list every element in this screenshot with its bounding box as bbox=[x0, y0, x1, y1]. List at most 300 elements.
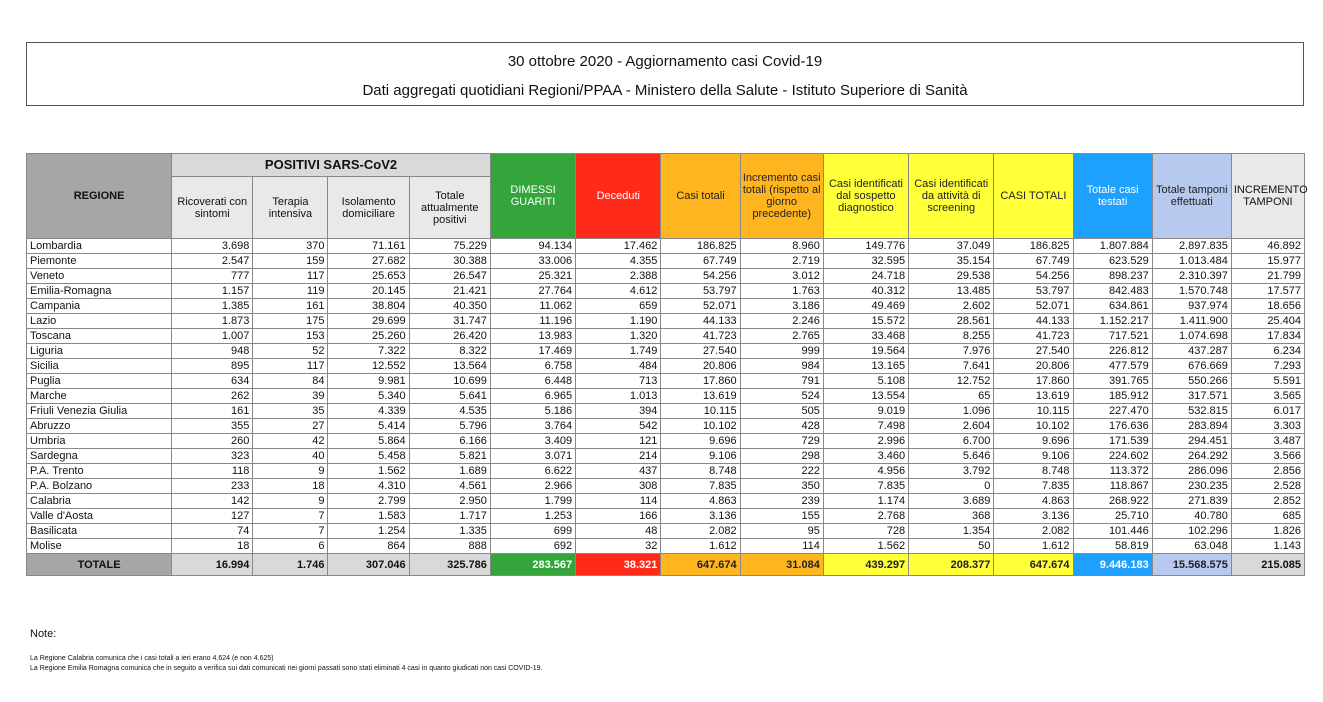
value-cell: 40 bbox=[253, 449, 328, 464]
value-cell: 53.797 bbox=[661, 284, 740, 299]
value-cell: 298 bbox=[740, 449, 823, 464]
value-cell: 7.835 bbox=[994, 479, 1073, 494]
col-header-incremento-casi: Incremento casi totali (rispetto al giorno precedente) bbox=[740, 154, 823, 239]
value-cell: 17.462 bbox=[576, 239, 661, 254]
value-cell: 10.699 bbox=[409, 374, 490, 389]
value-cell: 58.819 bbox=[1073, 539, 1152, 554]
value-cell: 5.646 bbox=[909, 449, 994, 464]
value-cell: 323 bbox=[172, 449, 253, 464]
value-cell: 394 bbox=[576, 404, 661, 419]
value-cell: 17.577 bbox=[1231, 284, 1304, 299]
table-row bbox=[27, 494, 1305, 509]
value-cell: 17.860 bbox=[994, 374, 1073, 389]
value-cell: 6.622 bbox=[490, 464, 575, 479]
region-cell: Calabria bbox=[27, 494, 172, 509]
value-cell: 39 bbox=[253, 389, 328, 404]
value-cell: 25.321 bbox=[490, 269, 575, 284]
value-cell: 391.765 bbox=[1073, 374, 1152, 389]
value-cell: 153 bbox=[253, 329, 328, 344]
value-cell: 2.897.835 bbox=[1152, 239, 1231, 254]
value-cell: 52.071 bbox=[661, 299, 740, 314]
value-cell: 35 bbox=[253, 404, 328, 419]
value-cell: 27.540 bbox=[994, 344, 1073, 359]
total-value-cell: 9.446.183 bbox=[1073, 554, 1152, 576]
value-cell: 161 bbox=[253, 299, 328, 314]
value-cell: 895 bbox=[172, 359, 253, 374]
value-cell: 40.780 bbox=[1152, 509, 1231, 524]
value-cell: 9.981 bbox=[328, 374, 409, 389]
value-cell: 1.174 bbox=[823, 494, 908, 509]
value-cell: 3.565 bbox=[1231, 389, 1304, 404]
value-cell: 5.864 bbox=[328, 434, 409, 449]
value-cell: 3.136 bbox=[994, 509, 1073, 524]
value-cell: 53.797 bbox=[994, 284, 1073, 299]
region-cell: Friuli Venezia Giulia bbox=[27, 404, 172, 419]
value-cell: 20.806 bbox=[994, 359, 1073, 374]
value-cell: 9.106 bbox=[661, 449, 740, 464]
value-cell: 659 bbox=[576, 299, 661, 314]
value-cell: 1.143 bbox=[1231, 539, 1304, 554]
value-cell: 6 bbox=[253, 539, 328, 554]
totals-label: TOTALE bbox=[27, 554, 172, 576]
total-value-cell: 325.786 bbox=[409, 554, 490, 576]
value-cell: 4.863 bbox=[661, 494, 740, 509]
value-cell: 2.388 bbox=[576, 269, 661, 284]
value-cell: 29.699 bbox=[328, 314, 409, 329]
col-header-dimessi-guariti: DIMESSI GUARITI bbox=[490, 154, 575, 239]
value-cell: 214 bbox=[576, 449, 661, 464]
value-cell: 2.528 bbox=[1231, 479, 1304, 494]
value-cell: 11.062 bbox=[490, 299, 575, 314]
value-cell: 5.458 bbox=[328, 449, 409, 464]
value-cell: 114 bbox=[576, 494, 661, 509]
value-cell: 15.572 bbox=[823, 314, 908, 329]
value-cell: 6.448 bbox=[490, 374, 575, 389]
value-cell: 10.115 bbox=[661, 404, 740, 419]
value-cell: 17.834 bbox=[1231, 329, 1304, 344]
value-cell: 117 bbox=[253, 359, 328, 374]
total-value-cell: 283.567 bbox=[490, 554, 575, 576]
region-cell: Abruzzo bbox=[27, 419, 172, 434]
value-cell: 94.134 bbox=[490, 239, 575, 254]
value-cell: 113.372 bbox=[1073, 464, 1152, 479]
value-cell: 3.698 bbox=[172, 239, 253, 254]
value-cell: 233 bbox=[172, 479, 253, 494]
value-cell: 1.717 bbox=[409, 509, 490, 524]
table-row bbox=[27, 419, 1305, 434]
value-cell: 2.856 bbox=[1231, 464, 1304, 479]
value-cell: 370 bbox=[253, 239, 328, 254]
value-cell: 6.758 bbox=[490, 359, 575, 374]
value-cell: 5.340 bbox=[328, 389, 409, 404]
value-cell: 728 bbox=[823, 524, 908, 539]
value-cell: 6.166 bbox=[409, 434, 490, 449]
value-cell: 31.747 bbox=[409, 314, 490, 329]
value-cell: 2.719 bbox=[740, 254, 823, 269]
value-cell: 1.253 bbox=[490, 509, 575, 524]
total-value-cell: 439.297 bbox=[823, 554, 908, 576]
col-header-screening: Casi identificati da attività di screening bbox=[909, 154, 994, 239]
value-cell: 5.108 bbox=[823, 374, 908, 389]
value-cell: 7.641 bbox=[909, 359, 994, 374]
value-cell: 484 bbox=[576, 359, 661, 374]
value-cell: 21.799 bbox=[1231, 269, 1304, 284]
value-cell: 3.186 bbox=[740, 299, 823, 314]
value-cell: 3.460 bbox=[823, 449, 908, 464]
value-cell: 54.256 bbox=[994, 269, 1073, 284]
value-cell: 71.161 bbox=[328, 239, 409, 254]
value-cell: 119 bbox=[253, 284, 328, 299]
value-cell: 1.254 bbox=[328, 524, 409, 539]
value-cell: 937.974 bbox=[1152, 299, 1231, 314]
value-cell: 2.602 bbox=[909, 299, 994, 314]
col-header-sospetto-diagnostico: Casi identificati dal sospetto diagnostico bbox=[823, 154, 908, 239]
value-cell: 1.354 bbox=[909, 524, 994, 539]
col-header-terapia-intensiva: Terapia intensiva bbox=[253, 177, 328, 239]
value-cell: 5.641 bbox=[409, 389, 490, 404]
value-cell: 1.749 bbox=[576, 344, 661, 359]
value-cell: 4.310 bbox=[328, 479, 409, 494]
value-cell: 44.133 bbox=[994, 314, 1073, 329]
value-cell: 37.049 bbox=[909, 239, 994, 254]
total-value-cell: 208.377 bbox=[909, 554, 994, 576]
table-row bbox=[27, 344, 1305, 359]
value-cell: 49.469 bbox=[823, 299, 908, 314]
col-header-ricoverati: Ricoverati con sintomi bbox=[172, 177, 253, 239]
value-cell: 176.636 bbox=[1073, 419, 1152, 434]
value-cell: 999 bbox=[740, 344, 823, 359]
value-cell: 84 bbox=[253, 374, 328, 389]
table-row bbox=[27, 284, 1305, 299]
total-value-cell: 15.568.575 bbox=[1152, 554, 1231, 576]
value-cell: 2.310.397 bbox=[1152, 269, 1231, 284]
value-cell: 3.792 bbox=[909, 464, 994, 479]
value-cell: 4.612 bbox=[576, 284, 661, 299]
value-cell: 898.237 bbox=[1073, 269, 1152, 284]
value-cell: 2.547 bbox=[172, 254, 253, 269]
total-value-cell: 647.674 bbox=[661, 554, 740, 576]
value-cell: 4.355 bbox=[576, 254, 661, 269]
note-line: La Regione Emilia Romagna comunica che in seguito a verifica sui dati comunicati nei giorni passati sono stati eliminati 4 casi in quanto giudicati non casi COVID-19. bbox=[30, 665, 543, 672]
value-cell: 634.861 bbox=[1073, 299, 1152, 314]
total-value-cell: 38.321 bbox=[576, 554, 661, 576]
value-cell: 264.292 bbox=[1152, 449, 1231, 464]
value-cell: 50 bbox=[909, 539, 994, 554]
total-value-cell: 307.046 bbox=[328, 554, 409, 576]
value-cell: 294.451 bbox=[1152, 434, 1231, 449]
report-title: 30 ottobre 2020 - Aggiornamento casi Covid-19 bbox=[507, 53, 823, 70]
value-cell: 1.335 bbox=[409, 524, 490, 539]
value-cell: 1.096 bbox=[909, 404, 994, 419]
value-cell: 699 bbox=[490, 524, 575, 539]
value-cell: 18 bbox=[253, 479, 328, 494]
value-cell: 46.892 bbox=[1231, 239, 1304, 254]
value-cell: 21.421 bbox=[409, 284, 490, 299]
value-cell: 9.106 bbox=[994, 449, 1073, 464]
value-cell: 4.956 bbox=[823, 464, 908, 479]
value-cell: 28.561 bbox=[909, 314, 994, 329]
value-cell: 185.912 bbox=[1073, 389, 1152, 404]
value-cell: 24.718 bbox=[823, 269, 908, 284]
value-cell: 3.689 bbox=[909, 494, 994, 509]
value-cell: 3.487 bbox=[1231, 434, 1304, 449]
region-cell: P.A. Bolzano bbox=[27, 479, 172, 494]
value-cell: 13.619 bbox=[661, 389, 740, 404]
value-cell: 477.579 bbox=[1073, 359, 1152, 374]
value-cell: 7.498 bbox=[823, 419, 908, 434]
totals-row bbox=[27, 554, 1305, 576]
value-cell: 17.860 bbox=[661, 374, 740, 389]
value-cell: 3.012 bbox=[740, 269, 823, 284]
value-cell: 5.186 bbox=[490, 404, 575, 419]
value-cell: 13.619 bbox=[994, 389, 1073, 404]
value-cell: 6.017 bbox=[1231, 404, 1304, 419]
table-row bbox=[27, 404, 1305, 419]
total-value-cell: 16.994 bbox=[172, 554, 253, 576]
region-cell: P.A. Trento bbox=[27, 464, 172, 479]
value-cell: 317.571 bbox=[1152, 389, 1231, 404]
value-cell: 118 bbox=[172, 464, 253, 479]
value-cell: 5.414 bbox=[328, 419, 409, 434]
value-cell: 12.552 bbox=[328, 359, 409, 374]
value-cell: 3.409 bbox=[490, 434, 575, 449]
value-cell: 161 bbox=[172, 404, 253, 419]
value-cell: 17.469 bbox=[490, 344, 575, 359]
col-header-incremento-tamponi: INCREMENTO TAMPONI bbox=[1231, 154, 1304, 239]
table-row bbox=[27, 269, 1305, 284]
value-cell: 505 bbox=[740, 404, 823, 419]
value-cell: 67.749 bbox=[661, 254, 740, 269]
value-cell: 13.564 bbox=[409, 359, 490, 374]
value-cell: 2.966 bbox=[490, 479, 575, 494]
col-header-casi-testati: Totale casi testati bbox=[1073, 154, 1152, 239]
value-cell: 6.234 bbox=[1231, 344, 1304, 359]
value-cell: 149.776 bbox=[823, 239, 908, 254]
region-cell: Umbria bbox=[27, 434, 172, 449]
table-row bbox=[27, 299, 1305, 314]
value-cell: 437.287 bbox=[1152, 344, 1231, 359]
value-cell: 1.612 bbox=[661, 539, 740, 554]
value-cell: 437 bbox=[576, 464, 661, 479]
value-cell: 9.019 bbox=[823, 404, 908, 419]
table-header-row-1 bbox=[27, 154, 1305, 177]
value-cell: 2.246 bbox=[740, 314, 823, 329]
value-cell: 27 bbox=[253, 419, 328, 434]
region-cell: Puglia bbox=[27, 374, 172, 389]
value-cell: 1.074.698 bbox=[1152, 329, 1231, 344]
value-cell: 676.669 bbox=[1152, 359, 1231, 374]
value-cell: 95 bbox=[740, 524, 823, 539]
value-cell: 13.485 bbox=[909, 284, 994, 299]
value-cell: 18.656 bbox=[1231, 299, 1304, 314]
value-cell: 175 bbox=[253, 314, 328, 329]
value-cell: 40.312 bbox=[823, 284, 908, 299]
value-cell: 12.752 bbox=[909, 374, 994, 389]
value-cell: 8.960 bbox=[740, 239, 823, 254]
value-cell: 532.815 bbox=[1152, 404, 1231, 419]
value-cell: 3.071 bbox=[490, 449, 575, 464]
value-cell: 1.385 bbox=[172, 299, 253, 314]
col-header-deceduti: Deceduti bbox=[576, 154, 661, 239]
table-row bbox=[27, 449, 1305, 464]
region-cell: Emilia-Romagna bbox=[27, 284, 172, 299]
value-cell: 102.296 bbox=[1152, 524, 1231, 539]
value-cell: 33.006 bbox=[490, 254, 575, 269]
total-value-cell: 1.746 bbox=[253, 554, 328, 576]
value-cell: 713 bbox=[576, 374, 661, 389]
region-cell: Valle d'Aosta bbox=[27, 509, 172, 524]
value-cell: 2.768 bbox=[823, 509, 908, 524]
value-cell: 224.602 bbox=[1073, 449, 1152, 464]
value-cell: 33.468 bbox=[823, 329, 908, 344]
value-cell: 1.152.217 bbox=[1073, 314, 1152, 329]
value-cell: 25.653 bbox=[328, 269, 409, 284]
value-cell: 692 bbox=[490, 539, 575, 554]
value-cell: 864 bbox=[328, 539, 409, 554]
value-cell: 1.689 bbox=[409, 464, 490, 479]
value-cell: 717.521 bbox=[1073, 329, 1152, 344]
value-cell: 186.825 bbox=[661, 239, 740, 254]
value-cell: 32.595 bbox=[823, 254, 908, 269]
value-cell: 10.115 bbox=[994, 404, 1073, 419]
region-cell: Campania bbox=[27, 299, 172, 314]
value-cell: 4.535 bbox=[409, 404, 490, 419]
value-cell: 268.922 bbox=[1073, 494, 1152, 509]
value-cell: 10.102 bbox=[994, 419, 1073, 434]
value-cell: 19.564 bbox=[823, 344, 908, 359]
value-cell: 25.260 bbox=[328, 329, 409, 344]
value-cell: 54.256 bbox=[661, 269, 740, 284]
value-cell: 542 bbox=[576, 419, 661, 434]
value-cell: 1.807.884 bbox=[1073, 239, 1152, 254]
value-cell: 2.996 bbox=[823, 434, 908, 449]
value-cell: 13.983 bbox=[490, 329, 575, 344]
region-cell: Lombardia bbox=[27, 239, 172, 254]
value-cell: 1.763 bbox=[740, 284, 823, 299]
value-cell: 9.696 bbox=[994, 434, 1073, 449]
value-cell: 13.165 bbox=[823, 359, 908, 374]
value-cell: 222 bbox=[740, 464, 823, 479]
value-cell: 155 bbox=[740, 509, 823, 524]
value-cell: 118.867 bbox=[1073, 479, 1152, 494]
value-cell: 2.950 bbox=[409, 494, 490, 509]
value-cell: 25.710 bbox=[1073, 509, 1152, 524]
value-cell: 25.404 bbox=[1231, 314, 1304, 329]
value-cell: 634 bbox=[172, 374, 253, 389]
value-cell: 227.470 bbox=[1073, 404, 1152, 419]
value-cell: 52 bbox=[253, 344, 328, 359]
value-cell: 117 bbox=[253, 269, 328, 284]
value-cell: 8.748 bbox=[994, 464, 1073, 479]
value-cell: 15.977 bbox=[1231, 254, 1304, 269]
value-cell: 6.700 bbox=[909, 434, 994, 449]
table-row bbox=[27, 524, 1305, 539]
total-value-cell: 31.084 bbox=[740, 554, 823, 576]
table-row bbox=[27, 254, 1305, 269]
value-cell: 6.965 bbox=[490, 389, 575, 404]
value-cell: 0 bbox=[909, 479, 994, 494]
value-cell: 1.190 bbox=[576, 314, 661, 329]
value-cell: 13.554 bbox=[823, 389, 908, 404]
region-cell: Liguria bbox=[27, 344, 172, 359]
table-row bbox=[27, 509, 1305, 524]
value-cell: 1.873 bbox=[172, 314, 253, 329]
value-cell: 5.821 bbox=[409, 449, 490, 464]
value-cell: 41.723 bbox=[661, 329, 740, 344]
notes-section bbox=[30, 628, 542, 674]
value-cell: 26.547 bbox=[409, 269, 490, 284]
value-cell: 4.863 bbox=[994, 494, 1073, 509]
value-cell: 1.013.484 bbox=[1152, 254, 1231, 269]
value-cell: 1.007 bbox=[172, 329, 253, 344]
value-cell: 3.303 bbox=[1231, 419, 1304, 434]
table-row bbox=[27, 329, 1305, 344]
value-cell: 29.538 bbox=[909, 269, 994, 284]
value-cell: 7 bbox=[253, 509, 328, 524]
value-cell: 3.136 bbox=[661, 509, 740, 524]
value-cell: 428 bbox=[740, 419, 823, 434]
value-cell: 226.812 bbox=[1073, 344, 1152, 359]
value-cell: 121 bbox=[576, 434, 661, 449]
region-cell: Marche bbox=[27, 389, 172, 404]
table-row bbox=[27, 464, 1305, 479]
value-cell: 2.765 bbox=[740, 329, 823, 344]
value-cell: 7.976 bbox=[909, 344, 994, 359]
value-cell: 63.048 bbox=[1152, 539, 1231, 554]
value-cell: 38.804 bbox=[328, 299, 409, 314]
value-cell: 260 bbox=[172, 434, 253, 449]
value-cell: 1.826 bbox=[1231, 524, 1304, 539]
col-header-isolamento: Isolamento domiciliare bbox=[328, 177, 409, 239]
value-cell: 1.411.900 bbox=[1152, 314, 1231, 329]
value-cell: 2.082 bbox=[994, 524, 1073, 539]
value-cell: 1.612 bbox=[994, 539, 1073, 554]
report-subtitle: Dati aggregati quotidiani Regioni/PPAA - Ministero della Salute - Istituto Superiore di Sanità bbox=[362, 82, 968, 99]
value-cell: 2.799 bbox=[328, 494, 409, 509]
col-header-casi-totali-2: CASI TOTALI bbox=[994, 154, 1073, 239]
value-cell: 5.591 bbox=[1231, 374, 1304, 389]
value-cell: 11.196 bbox=[490, 314, 575, 329]
value-cell: 8.748 bbox=[661, 464, 740, 479]
value-cell: 52.071 bbox=[994, 299, 1073, 314]
col-header-tamponi: Totale tamponi effettuati bbox=[1152, 154, 1231, 239]
table-row bbox=[27, 479, 1305, 494]
value-cell: 1.570.748 bbox=[1152, 284, 1231, 299]
value-cell: 350 bbox=[740, 479, 823, 494]
region-cell: Veneto bbox=[27, 269, 172, 284]
region-cell: Sardegna bbox=[27, 449, 172, 464]
value-cell: 5.796 bbox=[409, 419, 490, 434]
value-cell: 791 bbox=[740, 374, 823, 389]
value-cell: 729 bbox=[740, 434, 823, 449]
value-cell: 239 bbox=[740, 494, 823, 509]
value-cell: 4.561 bbox=[409, 479, 490, 494]
col-header-regione: REGIONE bbox=[27, 154, 172, 239]
value-cell: 67.749 bbox=[994, 254, 1073, 269]
table-row bbox=[27, 374, 1305, 389]
report-title-box bbox=[26, 42, 1304, 106]
table-row bbox=[27, 239, 1305, 254]
value-cell: 7.293 bbox=[1231, 359, 1304, 374]
value-cell: 127 bbox=[172, 509, 253, 524]
value-cell: 7.835 bbox=[823, 479, 908, 494]
value-cell: 1.157 bbox=[172, 284, 253, 299]
table-body bbox=[27, 239, 1305, 554]
value-cell: 355 bbox=[172, 419, 253, 434]
value-cell: 262 bbox=[172, 389, 253, 404]
region-cell: Lazio bbox=[27, 314, 172, 329]
value-cell: 75.229 bbox=[409, 239, 490, 254]
